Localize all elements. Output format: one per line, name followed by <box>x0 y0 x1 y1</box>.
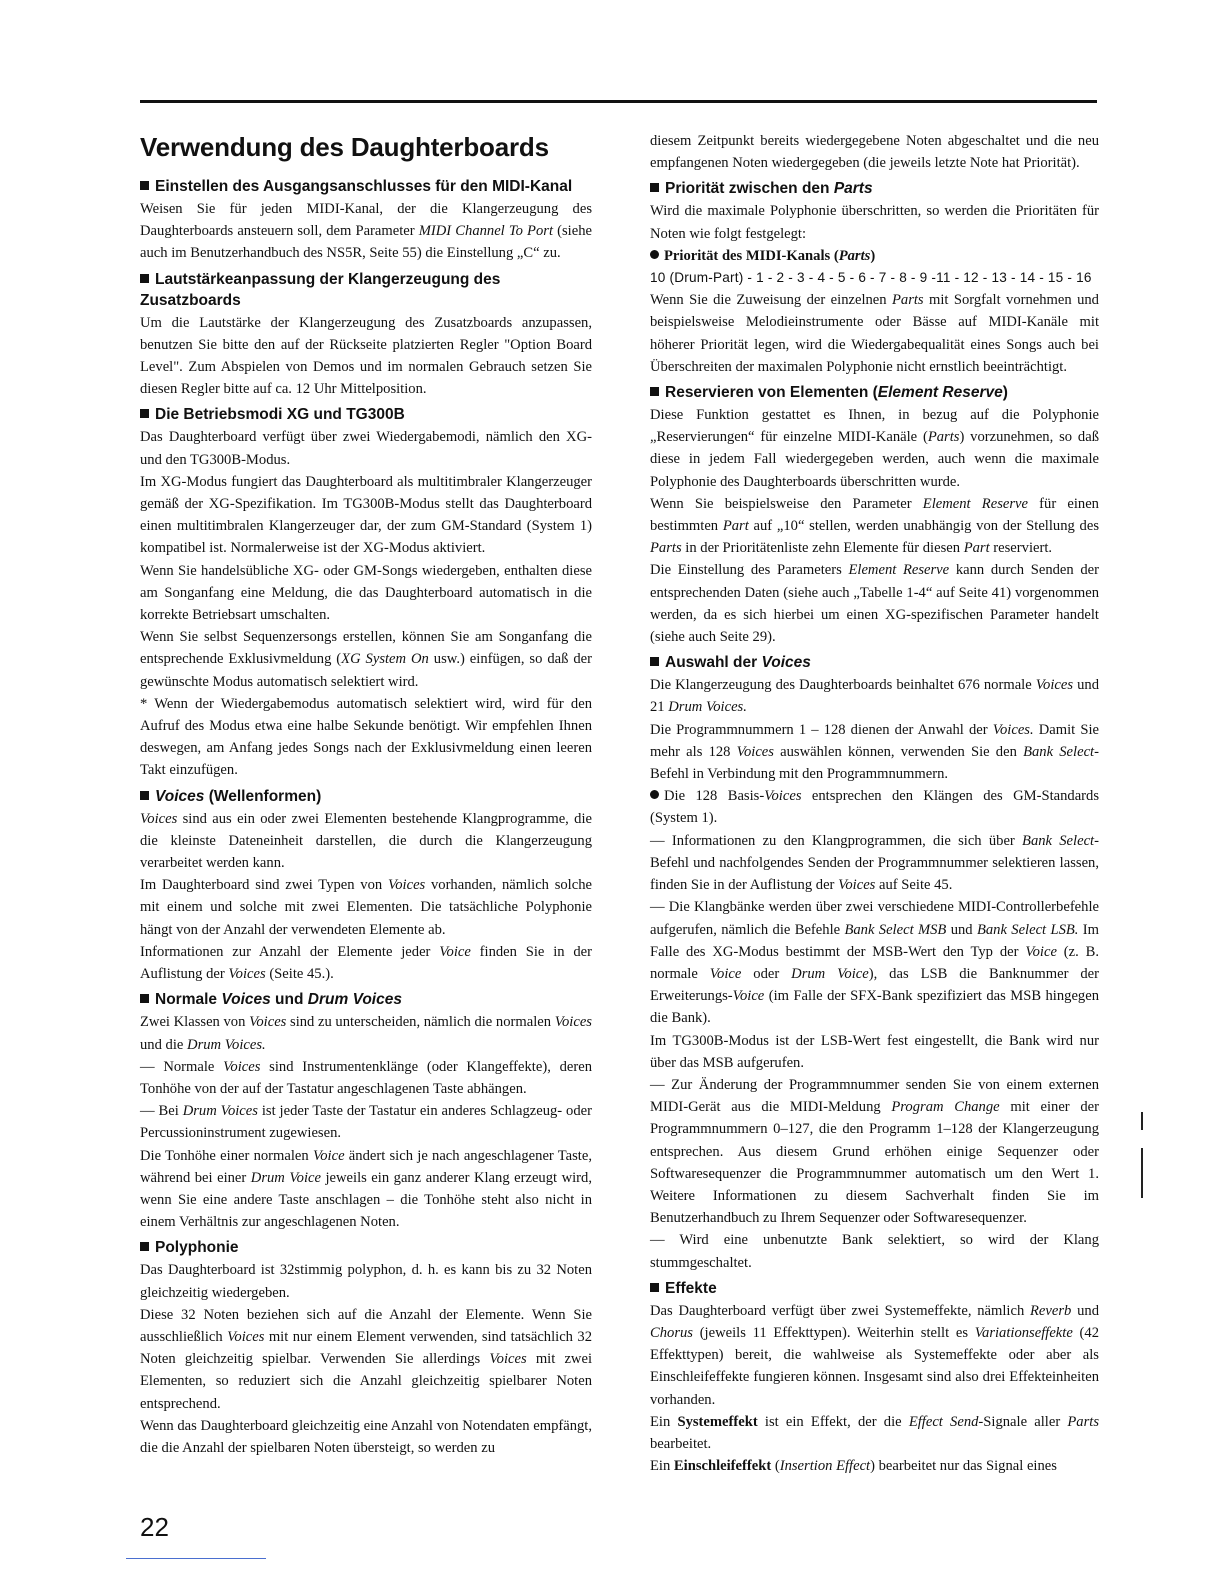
paragraph: Im XG-Modus fungiert das Daughterboard als multitimbraler Klangerzeuger gemäß der XG-Spezifikation. Im TG300B-Modus stellt das Daughterboard einen multitimbralen Klangerzeuger dar, der zum GM-Standard (System 1) kompatibel ist. Normalerweise ist der XG-Modus aktiviert. <box>140 473 592 557</box>
paragraph: Die Programmnummern 1 – 128 dienen der Anwahl der Voices. Damit Sie mehr als 128 Voices auswählen können, verwenden Sie den Bank Select-Befehl in Verbindung mit den Programmnummern. <box>650 721 1099 783</box>
paragraph: — Die Klangbänke werden über zwei verschiedene MIDI-Controllerbefehle aufgerufen, nämlich die Befehle Bank Select MSB und Bank Select LSB. Im Falle des XG-Modus bestimmt der MSB-Wert den Typ der Voice (z. B. normale Voice oder Drum Voice), das LSB die Banknummer der Erweiterungs-Voice (im Falle der SFX-Bank spezifiziert das MSB hingegen die Bank). <box>650 899 1100 1027</box>
paragraph: Die Klangerzeugung des Daughterboards beinhaltet 676 normale Voices und 21 Drum Voices. <box>650 677 1099 716</box>
priority-sequence: 10 (Drum-Part) - 1 - 2 - 3 - 4 - 5 - 6 - 7 - 8 - 9 -11 - 12 - 13 - 14 - 15 - 16 <box>650 270 1092 286</box>
right-column <box>650 130 1099 1477</box>
header-rule <box>140 100 1097 103</box>
paragraph: Wenn Sie beispielsweise den Parameter Element Reserve für einen bestimmten Part auf „10“ stellen, werden unabhängig von der Stellung des Parts in der Prioritätenliste zehn Elemente für diesen Part reserviert. <box>650 495 1099 557</box>
paragraph: Wenn das Daughterboard gleichzeitig eine Anzahl von Notendaten empfängt, die die Anzahl der spielbaren Noten übersteigt, so werden zu <box>140 1417 592 1456</box>
square-bullet-icon <box>650 387 659 396</box>
paragraph: Ein Einschleifeffekt (Insertion Effect) bearbeitet nur das Signal eines <box>650 1458 1057 1475</box>
round-bullet-icon <box>650 250 659 259</box>
paragraph: Voices sind aus ein oder zwei Elementen bestehende Klangprogramme, die die kleinste Dateneinheit darstellen, die durch die Klangerzeugung verarbeitet werden kann. <box>140 810 592 872</box>
bullet-item: Die 128 Basis-Voices entsprechen den Klängen des GM-Standards (System 1). <box>650 788 1100 827</box>
paragraph: Im TG300B-Modus ist der LSB-Wert fest eingestellt, die Bank wird nur über das MSB aufgerufen. <box>650 1032 1099 1071</box>
heading-element-reserve: Reservieren von Elementen (Element Reserve) <box>650 382 1099 403</box>
square-bullet-icon <box>140 409 149 418</box>
paragraph: Informationen zur Anzahl der Elemente jeder Voice finden Sie in der Auflistung der Voices (Seite 45.). <box>140 943 593 983</box>
paragraph: Die Einstellung des Parameters Element Reserve kann durch Senden der entsprechenden Daten (siehe auch „Tabelle 1-4“ auf Seite 41) vorgenommen werden, da es sich hierbei um einen XG-spezifischen Parameter handelt (siehe auch Seite 29). <box>650 562 1099 646</box>
paragraph: diesem Zeitpunkt bereits wiedergegebene Noten abgeschaltet und die neu empfangenen Noten wiedergegeben (die jeweils letzte Note hat Priorität). <box>650 133 1099 172</box>
square-bullet-icon <box>140 791 149 800</box>
square-bullet-icon <box>650 657 659 666</box>
paragraph: — Bei Drum Voices ist jeder Taste der Tastatur ein anderes Schlagzeug- oder Percussioninstrument zugewiesen. <box>140 1103 592 1142</box>
page-number: 22 <box>140 1512 169 1542</box>
square-bullet-icon <box>140 274 149 283</box>
left-column <box>140 130 592 1459</box>
paragraph: Diese Funktion gestattet es Ihnen, in bezug auf die Polyphonie „Reservierungen“ für einzelne MIDI-Kanäle (Parts) vorzunehmen, so daß diese in jedem Fall wiedergegeben werden, auch wenn die maximale Polyphonie des Daughterboards überschritten wurde. <box>650 407 1099 490</box>
heading-effects: Effekte <box>650 1278 1099 1299</box>
heading-polyphony: Polyphonie <box>140 1237 592 1258</box>
paragraph: Wird die maximale Polyphonie überschritten, so werden die Prioritäten für Noten wie folgt festgelegt: <box>650 203 1099 242</box>
paragraph: — Zur Änderung der Programmnummer senden Sie von einem externen MIDI-Gerät aus die MIDI-Meldung Program Change mit einer der Programmnummern 0–127, die den Programm 1–128 der Klangerzeugung entsprechen. Aus diesem Grund erhöhen einige Sequenzer oder Softwaresequenzer die Programmnummer automatisch um den Wert 1. Weitere Informationen zu diesem Sachverhalt finden Sie im Benutzerhandbuch zu Ihrem Sequenzer oder Softwaresequenzer. <box>650 1076 1099 1227</box>
margin-mark <box>1141 1112 1143 1130</box>
square-bullet-icon <box>140 181 149 190</box>
paragraph: Diese 32 Noten beziehen sich auf die Anzahl der Elemente. Wenn Sie ausschließlich Voices mit nur einem Element verwenden, sind tatsächlich 32 Noten gleichzeitig spielbar. Verwenden Sie allerdings Voices mit zwei Elementen, so reduziert sich die Anzahl gleichzeitig spielbarer Noten entsprechend. <box>140 1306 592 1412</box>
paragraph: Zwei Klassen von Voices sind zu unterscheiden, nämlich die normalen Voices und die Drum Voices. <box>140 1014 592 1053</box>
square-bullet-icon <box>650 1283 659 1292</box>
heading-modes: Die Betriebsmodi XG und TG300B <box>140 404 592 425</box>
square-bullet-icon <box>140 994 149 1003</box>
heading-part-priority: Priorität zwischen den Parts <box>650 178 1099 199</box>
paragraph: Ein Systemeffekt ist ein Effekt, der die Effect Send-Signale aller Parts bearbeitet. <box>650 1413 1099 1452</box>
paragraph: Das Daughterboard verfügt über zwei Systemeffekte, nämlich Reverb und Chorus (jeweils 11 Effekttypen). Weiterhin stellt es Variationseffekte (42 Effekttypen) bereit, die wahlweise als Systemeffekte oder aber als Einschleifeffekte fungieren können. Insgesamt sind also drei Effekteinheiten vorhanden. <box>650 1302 1099 1408</box>
heading-midi-port: Einstellen des Ausgangsanschlusses für den MIDI-Kanal <box>140 176 592 197</box>
square-bullet-icon <box>650 183 659 192</box>
paragraph: — Normale Voices sind Instrumentenklänge (oder Klangeffekte), deren Tonhöhe von der auf der Tastatur angeschlagenen Taste abhängen. <box>140 1058 592 1097</box>
footer-line <box>126 1558 266 1559</box>
paragraph: Das Daughterboard ist 32stimmig polyphon, d. h. es kann bis zu 32 Noten gleichzeitig wiedergeben. <box>140 1262 592 1301</box>
paragraph: Wenn Sie selbst Sequenzersongs erstellen, können Sie am Songanfang die entsprechende Exklusivmeldung (XG System On usw.) einfügen, so daß der gewünschte Modus automatisch selektiert wird. <box>140 629 592 690</box>
round-bullet-icon <box>650 790 659 799</box>
note-paragraph: * Wenn der Wiedergabemodus automatisch selektiert wird, wird für den Aufruf des Modus etwa eine halbe Sekunde benötigt. Wir empfehlen Ihnen deswegen, am Anfang jedes Songs nach der Exklusivmeldung einen leeren Takt einzufügen. <box>140 695 592 779</box>
bullet-item: Priorität des MIDI-Kanals (Parts) <box>650 245 1099 267</box>
heading-voice-select: Auswahl der Voices <box>650 652 1099 673</box>
heading-normal-drum-voices: Normale Voices und Drum Voices <box>140 989 592 1010</box>
paragraph: Wenn Sie handelsübliche XG- oder GM-Songs wiedergeben, enthalten diese am Songanfang eine Meldung, die das Daughterboard automatisch in die korrekte Betriebsart umschalten. <box>140 562 592 624</box>
square-bullet-icon <box>140 1242 149 1251</box>
heading-voices: Voices (Wellenformen) <box>140 786 592 807</box>
margin-mark <box>1141 1148 1143 1198</box>
paragraph: Das Daughterboard verfügt über zwei Wiedergabemodi, nämlich den XG- und den TG300B-Modus. <box>140 429 592 468</box>
paragraph: Um die Lautstärke der Klangerzeugung des Zusatzboards anzupassen, benutzen Sie bitte den auf der Rückseite platzierten Regler "Option Board Level". Zum Abspielen von Demos und im normalen Gebrauch setzen Sie diesen Regler bitte auf ca. 12 Uhr Mittelposition. <box>140 314 592 398</box>
page-title: Verwendung des Daughterboards <box>140 132 549 162</box>
paragraph: — Wird eine unbenutzte Bank selektiert, so wird der Klang stummgeschaltet. <box>650 1232 1099 1271</box>
paragraph: Weisen Sie für jeden MIDI-Kanal, der die Klangerzeugung des Daughterboards ansteuern soll, dem Parameter MIDI Channel To Port (siehe auch im Benutzerhandbuch des NS5R, Seite 55) die Einstellung „C“ zu. <box>140 201 592 262</box>
heading-volume: Lautstärkeanpassung der Klangerzeugung des Zusatzboards <box>140 270 501 309</box>
paragraph: Im Daughterboard sind zwei Typen von Voices vorhanden, nämlich solche mit einem und solche mit zwei Elementen. Die tatsächliche Polyphonie hängt von der Anzahl der verwendeten Elemente ab. <box>140 877 592 938</box>
paragraph: — Informationen zu den Klangprogrammen, die sich über Bank Select-Befehl und nachfolgendes Senden der Programmnummer selektieren lassen, finden Sie in der Auflistung der Voices auf Seite 45. <box>650 832 1099 894</box>
paragraph: Wenn Sie die Zuweisung der einzelnen Parts mit Sorgfalt vornehmen und beispielsweise Melodieinstrumente oder Bässe auf MIDI-Kanäle mit höherer Priorität legen, wird die Wiedergabequalität eines Songs auch bei Überschreiten der maximalen Polyphonie nicht ernstlich beeinträchtigt. <box>650 292 1099 375</box>
paragraph: Die Tonhöhe einer normalen Voice ändert sich je nach angeschlagener Taste, während bei einer Drum Voice jeweils ein ganz anderer Klang erzeugt wird, wenn Sie eine andere Taste anschlagen – die Tonhöhe steht also nicht in einem Verhältnis zur angeschlagenen Noten. <box>140 1147 592 1231</box>
